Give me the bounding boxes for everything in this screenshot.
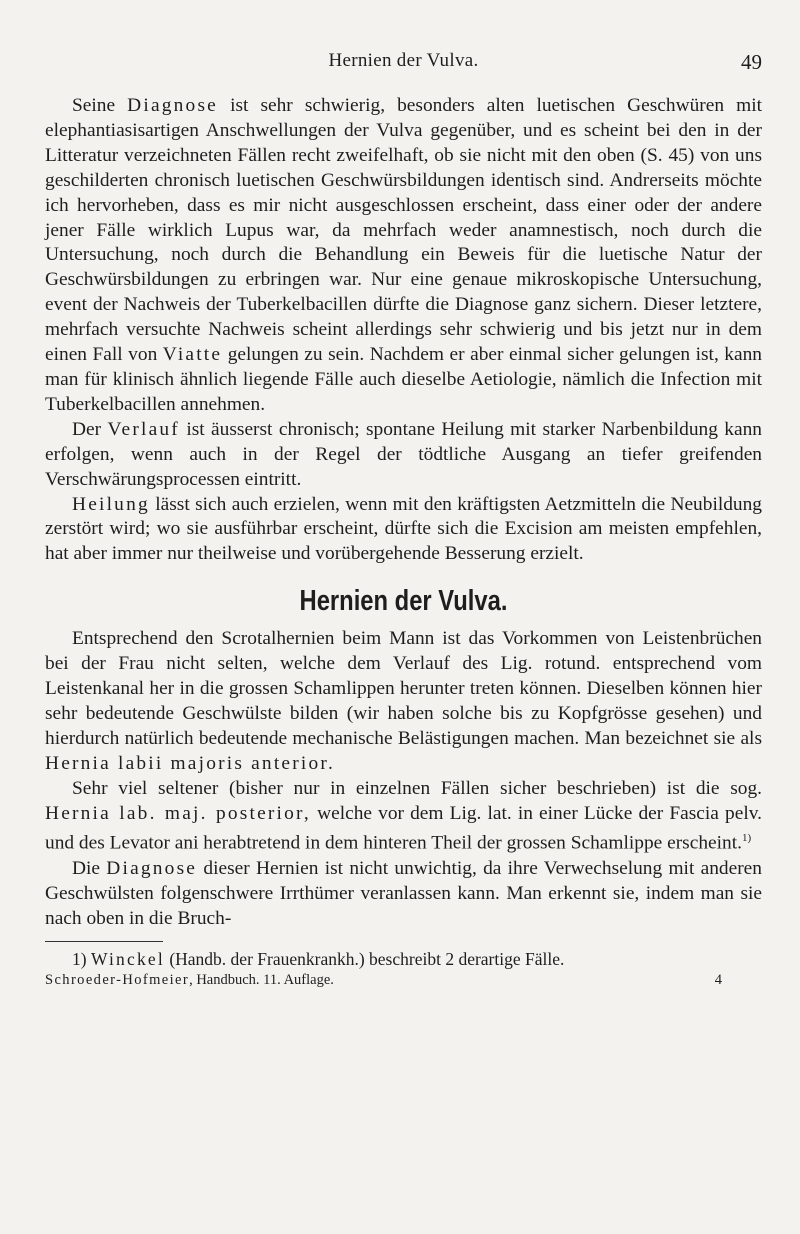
spaced-term: Hernia lab. maj. posterior,: [45, 802, 311, 824]
footnote: [45, 948, 762, 970]
text-run: Sehr viel seltener (bisher nur in einzelnen Fällen sicher beschrieben) ist die sog.: [72, 777, 762, 799]
text-run: dieser Hernien ist nicht unwichtig, da ihre Verwechselung mit anderen Geschwülsten folgenschwere Irrthümer veranlassen kann. Man erkennt sie, indem man sie nach oben in die Bruch-: [45, 857, 762, 929]
footnote-text: (Handb. der Frauenkrankh.) beschreibt 2 derartige Fälle.: [164, 948, 565, 969]
text-run: ist sehr schwierig, besonders alten luetischen Geschwüren mit elephantiasisartigen Anschwellungen der Vulva gegenüber, und es scheint bei den in der Litteratur verzeichneten Fällen recht zweifelhaft, ob sie nicht mit den oben (S. 45) von uns geschilderten chronisch luetischen Geschwürsbildungen identisch sind. Andrerseits möchte ich hervorheben, dass es mir nicht ausgeschlossen erscheint, dass einer oder der andere jener Fälle wirklich Lupus war, da mehrfach weder anamnestisch, noch durch die Untersuchung, noch durch die Behandlung ein Beweis für die luetische Natur der Geschwürsbildungen zu erbringen war. Nur eine genaue mikroskopische Untersuchung, event der Nachweis der Tuberkelbacillen dürfte die Diagnose ganz sichern. Dieser letztere, mehrfach versuchte Nachweis scheint allerdings sehr schwierig und bis jetzt nur in dem einen Fall von: [45, 95, 762, 366]
page-number: 49: [741, 50, 762, 74]
text-run: lässt sich auch erzielen, wenn mit den kräftigsten Aetzmitteln die Neubildung zerstört wird; wo sie ausführbar erscheint, dürfte sich die Excision am meisten empfehlen, hat aber immer nur theilweise und vorübergehende Besserung erzielt.: [45, 493, 762, 565]
text-run: Entsprechend den Scrotalhernien beim Mann ist das Vorkommen von Leistenbrüchen bei der Frau nicht selten, welche dem Verlauf des Lig. rotund. entsprechend vom Leistenkanal her in die grossen Schamlippen herunter treten können. Dieselben können hier sehr bedeutende Geschwülste bilden (wir haben solche bis zu Kopfgrösse gesehen) und hierdurch natürlich bedeutende mechanische Belästigungen machen. Man bezeichnet sie als: [45, 628, 762, 749]
paragraph-verlauf: [45, 418, 762, 493]
text-run: Die: [72, 857, 107, 879]
text-run: Seine: [72, 95, 128, 116]
spaced-author: Viatte: [162, 344, 223, 366]
printer-author: Schroeder-Hofmeier: [45, 971, 190, 988]
text-run: ist äusserst chronisch; spontane Heilung mit starker Narbenbildung kann erfolgen, wenn auch in der Regel der tödtliche Ausgang an tiefer greifenden Verschwärungsprocessen eintritt.: [45, 418, 762, 490]
footnote-reference: 1): [741, 832, 752, 845]
section-heading: Hernien der Vulva.: [299, 585, 508, 618]
paragraph-heilung: [45, 493, 762, 568]
running-head: Hernien der Vulva.: [328, 50, 479, 71]
text-run: welche vor dem Lig. lat. in einer Lücke der Fascia pelv. und des Levator ani herabtretend in dem hinteren Theil der grossen Schamlippe erscheint.: [45, 802, 762, 854]
footnote-author: Winckel: [90, 948, 165, 969]
sheet-signature: 4: [714, 971, 722, 988]
printer-line-title: [45, 970, 334, 990]
printer-text: , Handbuch. 11. Auflage.: [189, 971, 334, 988]
spaced-term: Hernia labii majoris anterior.: [45, 752, 335, 774]
paragraph-hernia-anterior: [45, 627, 762, 776]
spaced-term: Diagnose: [127, 95, 218, 116]
text-run: gelungen zu sein. Nachdem er aber einmal sicher gelungen ist, kann man für klinisch ähnlich liegende Fälle auch dieselbe Aetiologie, nämlich die Infection mit Tuberkelbacillen annehmen.: [45, 344, 762, 415]
page-header: [45, 50, 762, 80]
body-text: [45, 94, 762, 990]
spaced-term: Heilung: [72, 493, 150, 515]
paragraph-diagnosis-lupus: [45, 94, 762, 418]
spaced-term: Verlauf: [107, 418, 180, 440]
printer-line: [45, 970, 762, 990]
paragraph-hernia-posterior: [45, 777, 762, 857]
text-run: Der: [72, 418, 108, 440]
spaced-term: Diagnose: [106, 857, 198, 879]
footnote-separator: [45, 941, 163, 942]
footnote-marker: 1): [72, 948, 87, 969]
paragraph-diagnose-hernien: [45, 857, 762, 932]
